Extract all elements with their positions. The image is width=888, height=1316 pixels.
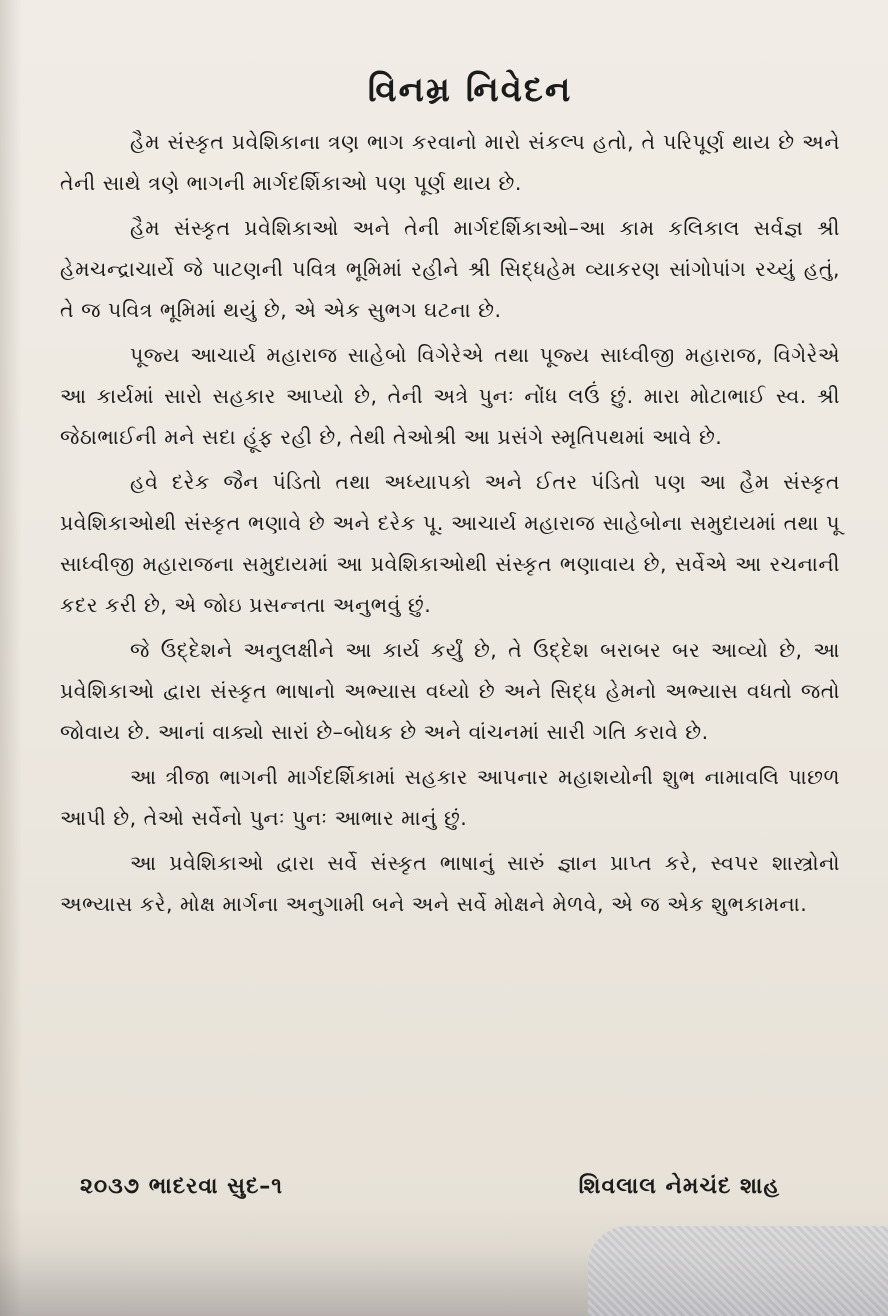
date-text: ૨૦૩૭ ભાદરવા સુદ–૧	[80, 1174, 284, 1199]
page-gutter-shadow	[0, 0, 22, 1316]
page-title: વિનમ્ર નિવેદન	[367, 70, 573, 110]
signature-line	[80, 1174, 780, 1199]
paragraph-3: પૂજ્ય આચાર્ય મહારાજ સાહેબો વિગેરેએ તથા પૂજ્ય સાધ્વીજી મહારાજ, વિગેરેએ આ કાર્યમાં સારો સહકાર આપ્યો છે, તેની અત્રે પુનઃ નોંધ લઉં છું. મારા મોટાભાઈ સ્વ. શ્રી જેઠાભાઈની મને સદા હૂંફ રહી છે, તેથી તેઓશ્રી આ પ્રસંગે સ્મૃતિપથમાં આવે છે.	[60, 343, 840, 449]
paragraph-2: હૈમ સંસ્કૃત પ્રવેશિકાઓ અને તેની માર્ગદર્શિકાઓ–આ કામ કલિકાલ સર્વજ્ઞ શ્રી હેમચન્દ્રાચાર્યે જે પાટણની પવિત્ર ભૂમિમાં રહીને શ્રી સિદ્ધહેમ વ્યાકરણ સાંગોપાંગ રચ્યું હતું, તે જ પવિત્ર ભૂમિમાં થયું છે, એ એક સુભગ ઘટના છે.	[60, 216, 840, 322]
fabric-corner	[588, 1226, 888, 1316]
paragraph-7: આ પ્રવેશિકાઓ દ્વારા સર્વે સંસ્કૃત ભાષાનું સારું જ્ઞાન પ્રાપ્ત કરે, સ્વપર શાસ્ત્રોનો અભ્યાસ કરે, મોક્ષ માર્ગના અનુગામી બને અને સર્વે મોક્ષને મેળવે, એ જ એક શુભકામના.	[60, 851, 840, 916]
paragraph-1: હૈમ સંસ્કૃત પ્રવેશિકાના ત્રણ ભાગ કરવાનો મારો સંકલ્પ હતો, તે પરિપૂર્ણ થાય છે અને તેની સાથે ત્રણે ભાગની માર્ગદર્શિકાઓ પણ પૂર્ણ થાય છે.	[60, 130, 840, 195]
author-name: શિવલાલ નેમચંદ શાહ	[578, 1174, 780, 1199]
paragraph-4: હવે દરેક જૈન પંડિતો તથા અધ્યાપકો અને ઈતર પંડિતો પણ આ હૈમ સંસ્કૃત પ્રવેશિકાઓથી સંસ્કૃત ભણાવે છે અને દરેક પૂ. આચાર્ય મહારાજ સાહેબોના સમુદાયમાં તથા પૂ સાધ્વીજી મહારાજના સમુદાયમાં આ પ્રવેશિકાઓથી સંસ્કૃત ભણાવાય છે, સર્વેએ આ રચનાની કદર કરી છે, એ જોઇ પ્રસન્નતા અનુભવું છું.	[60, 470, 840, 617]
paragraph-5: જે ઉદ્દેશને અનુલક્ષીને આ કાર્ય કર્યું છે, તે ઉદ્દેશ બરાબર બર આવ્યો છે, આ પ્રવેશિકાઓ દ્વારા સંસ્કૃત ભાષાનો અભ્યાસ વધ્યો છે અને સિદ્ધ હેમનો અભ્યાસ વધતો જતો જોવાય છે. આનાં વાક્યો સારાં છે–બોધક છે અને વાંચનમાં સારી ગતિ કરાવે છે.	[60, 638, 840, 744]
paragraph-6: આ ત્રીજા ભાગની માર્ગદર્શિકામાં સહકાર આપનાર મહાશયોની શુભ નામાવલિ પાછળ આપી છે, તેઓ સર્વેનો પુનઃ પુનઃ આભાર માનું છું.	[60, 765, 840, 830]
preface-text	[60, 70, 840, 929]
